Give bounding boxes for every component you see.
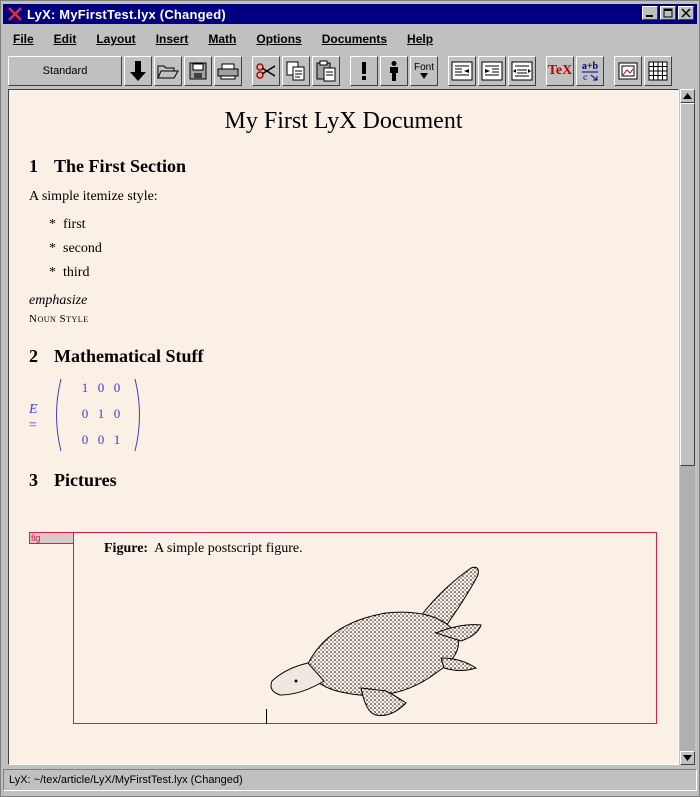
vertical-scrollbar[interactable] [680, 89, 695, 765]
layout-style-combo[interactable] [8, 56, 122, 86]
section-heading-1 [29, 156, 186, 177]
matrix-cell: 1 [113, 432, 121, 447]
status-bar: LyX: ~/tex/article/LyX/MyFirstTest.lyx (Changed) [3, 769, 697, 791]
title-bar[interactable] [3, 4, 697, 24]
person-icon [387, 60, 401, 82]
toolbar [3, 54, 697, 88]
floppy-icon [188, 61, 208, 81]
emphasized-text: emphasize [29, 293, 88, 308]
menu-math[interactable] [198, 29, 246, 49]
platypus-image[interactable] [266, 563, 486, 721]
document-canvas[interactable] [9, 90, 678, 764]
section-title: Pictures [54, 470, 117, 490]
math-fraction-icon [580, 71, 600, 81]
menu-help-label: Help [407, 32, 434, 46]
arrow-up-icon [683, 93, 692, 99]
cut-button[interactable] [252, 56, 280, 86]
list-item-text: third [63, 265, 90, 280]
math-label: a+b [581, 60, 599, 72]
close-button[interactable] [678, 6, 694, 20]
figure-inset-button[interactable]: fig [29, 532, 74, 544]
svg-text:c: c [583, 72, 588, 81]
scroll-down-button[interactable] [680, 751, 695, 765]
list-item-text: first [63, 217, 86, 232]
menu-math-label: Math [208, 32, 237, 46]
font-button[interactable] [410, 56, 438, 86]
section-number: 3 [29, 470, 38, 490]
itemize-intro: A simple itemize style: [29, 189, 158, 204]
section-heading-3 [29, 470, 117, 491]
math-mode-button[interactable] [576, 56, 604, 86]
scroll-thumb[interactable] [680, 103, 695, 466]
save-button[interactable] [184, 56, 212, 86]
bullet-mark: * [49, 241, 56, 256]
maximize-button[interactable] [660, 6, 676, 20]
figure-caption [104, 541, 303, 557]
matrix-cell: 1 [97, 406, 105, 421]
section-number: 2 [29, 346, 38, 366]
arrow-down-icon [683, 755, 692, 761]
layout-style-value: Standard [42, 65, 88, 77]
section-title: Mathematical Stuff [54, 346, 204, 366]
math-equals: = [29, 418, 37, 433]
paste-icon [315, 60, 337, 82]
text-cursor [266, 709, 267, 724]
menu-options-label: Options [256, 32, 302, 46]
table-icon [648, 61, 668, 81]
matrix-cell: 0 [81, 432, 89, 447]
open-button[interactable] [154, 56, 182, 86]
menu-layout-label: Layout [96, 32, 136, 46]
matrix-cell: 0 [97, 380, 105, 395]
font-label: Font [413, 62, 434, 73]
arrow-down-small-icon [420, 73, 428, 79]
figure-icon [617, 61, 639, 81]
menu-options[interactable] [246, 29, 311, 49]
insert-figure-button[interactable] [614, 56, 642, 86]
minimize-icon [645, 8, 655, 18]
print-button[interactable] [214, 56, 242, 86]
right-paren-icon [133, 378, 145, 452]
menu-documents-label: Documents [321, 32, 388, 46]
depth-minus-button[interactable] [448, 56, 476, 86]
menu-bar [3, 27, 697, 51]
document-title: My First LyX Document [224, 108, 463, 134]
window-title: LyX: MyFirstTest.lyx (Changed) [27, 6, 226, 22]
tex-label: TeX [547, 63, 573, 78]
matrix-cell: 1 [81, 380, 89, 395]
caption-label: Figure: [104, 541, 149, 556]
menu-edit-label: Edit [53, 32, 77, 46]
menu-insert[interactable] [146, 29, 199, 49]
menu-insert-label: Insert [155, 32, 189, 46]
bullet-mark: * [49, 265, 56, 280]
unindent-icon [451, 61, 473, 81]
menu-edit[interactable] [44, 29, 87, 49]
layout-dropdown-button[interactable] [124, 56, 152, 86]
paste-button[interactable] [312, 56, 340, 86]
left-paren-icon [51, 378, 63, 452]
matrix-cell: 0 [97, 432, 105, 447]
noun-button[interactable] [380, 56, 408, 86]
maximize-icon [663, 8, 673, 18]
close-icon [681, 8, 691, 18]
matrix-cell: 0 [113, 380, 121, 395]
emphasize-button[interactable] [350, 56, 378, 86]
exclamation-icon [359, 60, 369, 82]
math-lhs [29, 402, 38, 434]
depth-plus-button[interactable] [478, 56, 506, 86]
minimize-button[interactable] [642, 6, 658, 20]
menu-help[interactable] [397, 29, 443, 49]
math-variable: E [29, 402, 38, 417]
list-item [49, 217, 86, 233]
section-heading-2 [29, 346, 203, 367]
lyx-x-icon [7, 6, 23, 22]
tex-mode-button[interactable] [546, 56, 574, 86]
menu-file[interactable] [3, 29, 44, 49]
matrix-cell: 0 [113, 406, 121, 421]
section-number: 1 [29, 156, 38, 176]
copy-icon [285, 60, 307, 82]
scissors-icon [255, 61, 277, 81]
scroll-up-button[interactable] [680, 89, 695, 103]
printer-icon [216, 61, 240, 81]
open-folder-icon [157, 61, 179, 81]
list-item-text: second [63, 241, 102, 256]
caption-text: A simple postscript figure. [154, 541, 303, 556]
arrow-down-icon [129, 59, 147, 83]
menu-layout[interactable] [86, 29, 145, 49]
list-item [49, 241, 102, 257]
paragraph-layout-icon [511, 61, 533, 81]
scroll-track[interactable] [680, 103, 695, 751]
copy-button[interactable] [282, 56, 310, 86]
section-title: The First Section [54, 156, 186, 176]
menu-documents[interactable] [312, 29, 397, 49]
list-item [49, 265, 89, 281]
figure-float[interactable] [73, 532, 657, 724]
indent-icon [481, 61, 503, 81]
paragraph-layout-button[interactable] [508, 56, 536, 86]
bullet-mark: * [49, 217, 56, 232]
insert-table-button[interactable] [644, 56, 672, 86]
noun-style-text: Noun Style [29, 313, 89, 325]
matrix-cell: 0 [81, 406, 89, 421]
menu-file-label: File [13, 32, 34, 46]
